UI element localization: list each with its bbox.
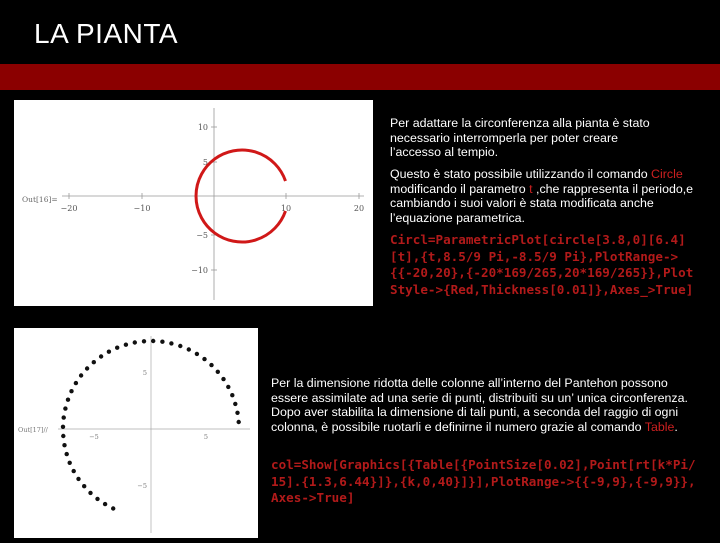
column-dot [63,406,67,410]
circle-command: Circle [651,167,683,181]
code-columns: col=Show[Graphics[{Table[{PointSize[0.02],Point[rt[k*Pi/15].{1.3,6.44}]},{k,0,40}]}],PlotRange->{{-9,9},{-9,9}},Axes->True] [271,457,696,505]
column-dot [115,346,119,350]
column-dot [66,398,70,402]
paragraph-columns [271,376,701,434]
column-dot [65,452,69,456]
tick-y: −10 [191,266,208,275]
column-dot [69,389,73,393]
column-dot [111,506,115,510]
column-dot [61,434,65,438]
parametric-plot-svg [14,100,373,306]
table-command: Table [644,419,675,434]
column-dot [76,477,80,481]
column-dot [92,360,96,364]
column-dot [99,354,103,358]
column-dot [107,350,111,354]
column-dot [235,411,239,415]
paragraph-intro: Per adattare la circonferenza alla pianta è stato necessario interromperla per poter creare l’accesso al tempio. [390,116,650,159]
tick-x: 20 [353,204,365,213]
column-dot [85,366,89,370]
out-label: Out[17]// [18,426,48,434]
tick-x: −5 [89,433,99,441]
out-label: Out[16]= [22,195,58,204]
column-dot [62,443,66,447]
column-dot [209,363,213,367]
tick-x: −10 [133,204,151,213]
column-dot [202,357,206,361]
column-dot [221,377,225,381]
column-dot [103,502,107,506]
slide-title: LA PIANTA [34,18,179,49]
paragraph-circle [390,167,700,225]
tick-y: 5 [142,369,147,377]
tick-y: −5 [137,482,147,490]
column-dot [237,420,241,424]
column-dot [68,461,72,465]
column-dot [233,402,237,406]
column-dot [216,370,220,374]
column-dot [72,469,76,473]
tick-y: 5 [202,158,208,167]
column-dot [151,339,155,343]
parametric-plot [14,100,373,306]
paragraph-text: . [674,419,678,434]
column-dot [133,340,137,344]
column-dot [142,339,146,343]
code-parametric-plot: Circl=ParametricPlot[circle[3.8,0][6.4][t],{t,8.5/9 Pi,-8.5/9 Pi},PlotRange->{{-20,20},{-20*169/265,20*169/265}},PlotStyle->{Red,Thickness[0.01]},Axes_>True] [390,232,694,297]
column-dot [178,344,182,348]
column-dot [124,343,128,347]
column-dot [74,381,78,385]
column-dot [226,385,230,389]
paragraph-text: modificando il parametro [390,181,530,196]
column-dot [160,340,164,344]
tick-x: −20 [60,204,78,213]
tick-x: 10 [280,204,292,213]
tick-x: 5 [203,433,209,441]
column-dot [169,341,173,345]
columns-plot-svg [14,328,258,538]
column-dot [88,491,92,495]
column-dot [195,352,199,356]
column-dot [62,415,66,419]
column-dot [79,373,83,377]
tick-y: −5 [196,231,208,240]
column-dot [61,425,65,429]
column-dot [82,484,86,488]
paragraph-text: ,che rappresenta il periodo,e cambiando i suoi valori è stata modificata anche l’equazione parametrica. [390,181,694,225]
title-bar [0,64,720,90]
column-dot [230,393,234,397]
paragraph-text: Questo è stato possibile utilizzando il comando [390,167,652,181]
columns-plot [14,328,258,538]
paragraph-text: Per la dimensione ridotta delle colonne all’interno del Pantehon possono essere assimilate ad una serie di punti, distribuiti su un’ unica circonferenza. Dopo aver stabilita la dimensione di tali punti, a seconda del raggio di ogni colonna, è possibile ruotarli e definirne il numero grazie al comando [271,376,688,434]
column-dot [95,497,99,501]
column-dot [187,347,191,351]
tick-y: 10 [197,123,208,132]
parameter-t: t [529,181,533,196]
